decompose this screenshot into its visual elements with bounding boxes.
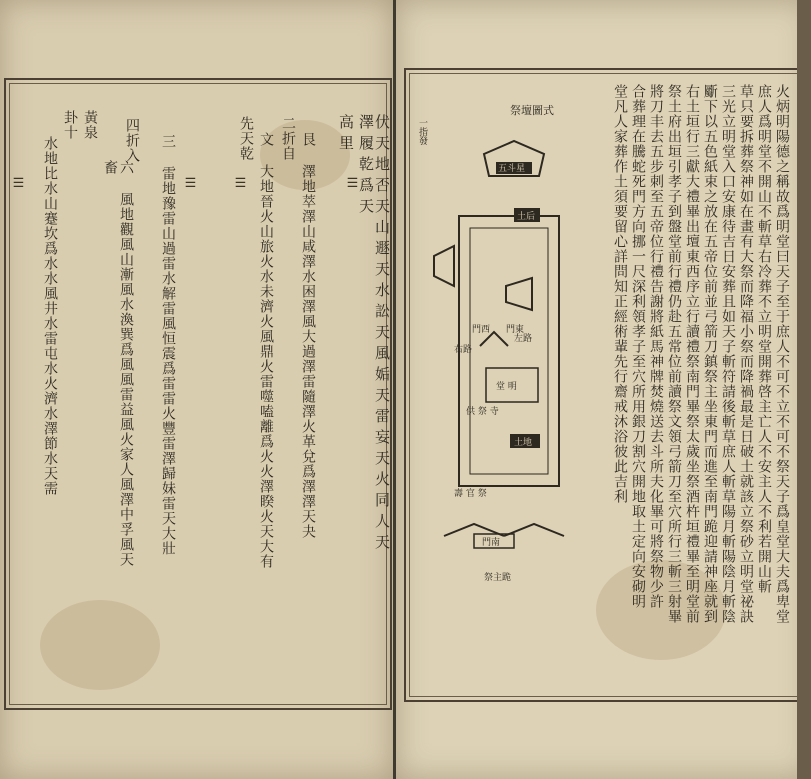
text-column: 六 風地觀風山漸風水渙巽爲風風雷益風火家人風澤中孚風天畜: [102, 160, 134, 567]
label-gate-right: 門東: [506, 325, 525, 335]
hexagram-marks: ☰: [11, 176, 26, 215]
label-earth-god-bottom: 土地: [514, 438, 533, 448]
side-shrine-left: [434, 246, 454, 286]
altar-enclosure: [459, 216, 559, 486]
text-column: 文 大地晉火山旅火水未濟火風鼎火雷噬嗑離爲火火澤睽火天大有: [258, 132, 274, 569]
text-column: 斸下以五色紙束之放在五帝位前並弓箭刀鎮祭主坐東門而進至南門跪迎請神座就到: [702, 84, 718, 624]
hexagram-marks: ☰: [345, 176, 360, 215]
label-earth-god-top: 土后: [517, 212, 536, 222]
diagram-side-label: 一指發: [417, 118, 427, 145]
side-shrine-right: [506, 278, 532, 310]
label-right-road: 右路: [454, 345, 473, 355]
text-column: 庶人爲明堂不開山不斬草右冷葬不立明堂開葬啓主亡人不安主人不利若開山斬: [756, 84, 772, 594]
text-column: 火炳明陽德之稱故爲明堂曰天子至于庶人不可不立不可不祭天子爲皇堂大夫爲卑堂: [774, 84, 790, 624]
text-column: 三 雷地豫雷山過雷水解雷風恒震爲雷雷火豐雷澤歸妹雷天大壯: [160, 134, 176, 556]
label-host-seat: 祭主跪: [484, 573, 512, 583]
text-column: 先天乾: [238, 116, 254, 161]
text-column: 黃泉: [82, 110, 98, 140]
label-altar-top: 五斗星: [498, 164, 526, 174]
hexagram-marks: ☰: [183, 176, 198, 215]
diagram-title: 祭壇圖式: [510, 104, 554, 117]
text-column: 水地比水山蹇坎爲水水風井水雷屯水火濟水澤節水天需: [42, 136, 58, 496]
text-column: 伏天地否天山遯天水訟天風姤天雷妄天火同人天澤履乾爲天: [357, 114, 391, 555]
altar-diagram-svg: [414, 96, 582, 596]
label-worship-bottom: 壽 官 祭: [454, 489, 487, 499]
altar-diagram: [414, 96, 582, 596]
text-column: 合葬理在騰蛇死門方向挪一尺深利領孝子至穴所用銀刀割穴開地取土定向安砌明: [630, 84, 646, 609]
text-column: 右土垣行三獻大禮畢出壇東西序立行讀禮祭南門畢祭太歲坐祭酒杵垣禮畢至明堂前: [684, 84, 700, 624]
paper-stain: [40, 600, 160, 690]
left-page: [0, 0, 393, 779]
text-column: 堂凡人家葬作土須要留心詳問知正經術輩先行齋戒沐浴彼此吉利: [612, 84, 628, 504]
text-column: 將刀丰去五步刺至五帝位行禮告謝將紙馬神牌焚燒送去斗所夫化畢可將祭物少許: [648, 84, 664, 609]
text-column: 四折入: [124, 118, 140, 163]
label-left-road: 左路: [514, 334, 533, 344]
text-column: 二折自: [280, 116, 296, 161]
text-column: 高里: [337, 114, 355, 156]
text-column: 艮 澤地萃澤山咸澤水困澤風大過澤雷隨澤火革兌爲澤澤天夬: [300, 132, 316, 539]
label-gate-left: 門西: [472, 325, 491, 335]
hexagram-marks: ☰: [233, 176, 248, 215]
label-hall: 堂 明: [496, 382, 517, 392]
text-column: 草只要拆葬祭神如在畫有大祭而降福小祭而降禍最是日破土就該立祭砂立明堂祕訣: [738, 84, 754, 624]
text-column: 卦十: [62, 110, 78, 140]
text-column: 祭土府出垣引孝子到盤堂前行禮仍赴五常位前讀祭文領弓箭刀至穴所行三斬三射畢: [666, 84, 682, 624]
text-column: 三光立明堂入口安康待吉日安葬且如天子斬符請後斬草庶人斬草陽月斬陽陰月斬陰: [720, 84, 736, 624]
adjacent-page-edge: [797, 0, 811, 779]
label-offering: 供 祭 寺: [466, 407, 499, 417]
label-gate-bottom: 門南: [482, 538, 501, 548]
